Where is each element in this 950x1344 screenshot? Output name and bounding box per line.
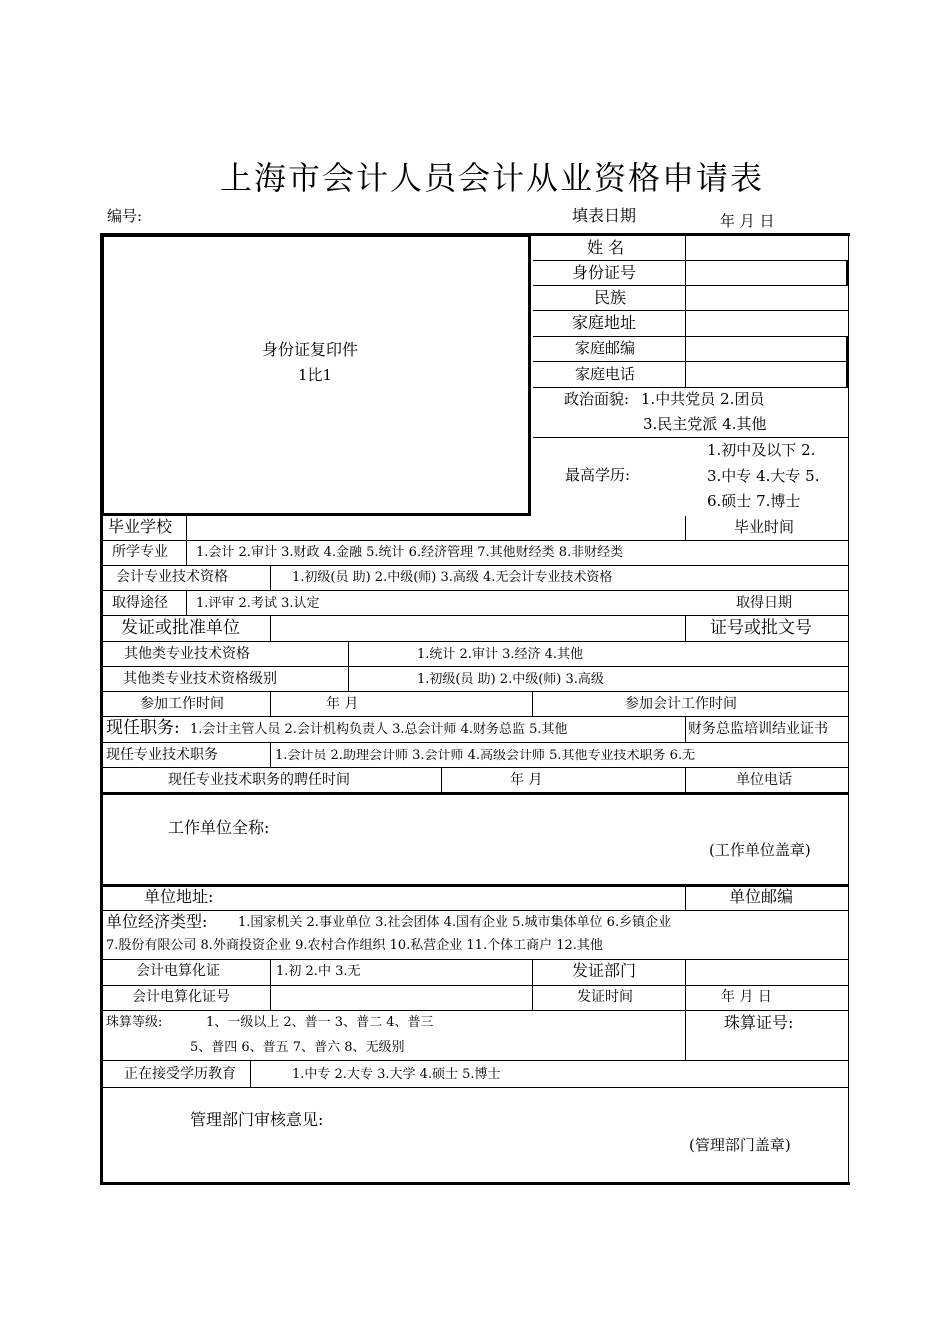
review-label: 管理部门审核意见: [190, 1110, 324, 1129]
acct-qual-options: 1.初级(员 助) 2.中级(师) 3.高级 4.无会计专业技术资格 [292, 570, 613, 585]
col-line [685, 959, 686, 1010]
row-line [103, 792, 849, 795]
col-line [186, 516, 187, 540]
divider [533, 260, 849, 261]
row-line [103, 742, 849, 743]
row-line [103, 641, 849, 642]
tech-post-label: 现任专业技术职务 [106, 747, 218, 763]
col-line [685, 1010, 686, 1060]
education-options-1: 1.初中及以下 2. [707, 441, 816, 459]
work-start-label: 参加工作时间 [140, 696, 224, 712]
divider [533, 336, 849, 337]
col-line [270, 615, 271, 641]
issuer-label: 发证或批准单位 [121, 618, 240, 638]
appoint-label: 现任专业技术职务的聘任时间 [168, 772, 350, 788]
cfo-cert-label: 财务总监培训结业证书 [688, 721, 828, 737]
divider [846, 336, 849, 387]
review-seal: (管理部门盖章) [689, 1136, 791, 1154]
row-line [103, 1060, 849, 1061]
education-label: 最高学历: [565, 466, 631, 484]
cert-no-label: 证号或批文号 [710, 618, 812, 638]
row-line [103, 716, 849, 717]
row-line [103, 666, 849, 667]
row-line [103, 540, 849, 541]
position-label: 现任职务: [106, 718, 180, 738]
econ-type-options-2: 7.股份有限公司 8.外商投资企业 9.农村合作组织 10.私营企业 11.个体工商户 12.其他 [106, 938, 603, 953]
other-qual-options: 1.统计 2.审计 3.经济 4.其他 [417, 647, 584, 662]
form-title: 上海市会计人员会计从业资格申请表 [220, 159, 765, 197]
abacus-options-1: 1、一级以上 2、普一 3、普二 4、普三 [206, 1015, 434, 1030]
econ-type-options-1: 1.国家机关 2.事业单位 3.社会团体 4.国有企业 5.城市集体单位 6.乡镇企业 [238, 915, 672, 930]
home-postcode-label: 家庭邮编 [575, 339, 636, 357]
work-start-value: 年 月 [326, 696, 359, 712]
col-line [685, 516, 686, 540]
fill-date-placeholder: 年 月 日 [720, 212, 775, 230]
school-label: 毕业学校 [108, 517, 173, 536]
political-options-1: 1.中共党员 2.团员 [641, 390, 765, 408]
political-options-2: 3.民主党派 4.其他 [643, 415, 767, 433]
divider [533, 437, 849, 438]
home-address-label: 家庭地址 [572, 313, 637, 332]
other-qual-label: 其他类专业技术资格 [124, 646, 250, 662]
row-line [103, 590, 849, 591]
col-line [270, 742, 271, 767]
photo-scale: 1比1 [298, 366, 333, 384]
row-line [103, 1010, 849, 1011]
photo-label: 身份证复印件 [262, 340, 359, 359]
row-line [103, 959, 849, 960]
issue-dept-label: 发证部门 [572, 961, 637, 980]
obtain-label: 取得途径 [112, 595, 168, 611]
row-line [103, 985, 849, 986]
employer-seal: (工作单位盖章) [709, 841, 811, 859]
row-line [103, 691, 849, 692]
divider [846, 260, 849, 285]
id-number-label: 身份证号 [572, 263, 637, 282]
unit-phone-label: 单位电话 [736, 772, 792, 788]
divider [533, 310, 849, 311]
home-phone-label: 家庭电话 [575, 365, 636, 383]
grad-time-label: 毕业时间 [734, 518, 795, 536]
abacus-options-2: 5、普四 6、普五 7、普六 8、无级别 [190, 1040, 405, 1055]
divider [533, 285, 849, 286]
row-line [103, 910, 849, 911]
acct-qual-label: 会计专业技术资格 [116, 569, 228, 585]
econ-type-label: 单位经济类型: [106, 912, 208, 931]
col-line [685, 767, 686, 792]
col-line [441, 767, 442, 792]
other-level-label: 其他类专业技术资格级别 [123, 671, 277, 687]
comp-cert-label: 会计电算化证 [136, 963, 220, 979]
abacus-cert-label: 珠算证号: [724, 1013, 794, 1032]
col-line [685, 716, 686, 742]
political-status: 政治面貌: [564, 390, 630, 408]
col-line [186, 540, 187, 565]
employer-label: 工作单位全称: [168, 818, 270, 837]
col-line [186, 590, 187, 615]
edu-now-label: 正在接受学历教育 [124, 1066, 236, 1082]
col-line [270, 565, 271, 590]
abacus-label: 珠算等级: [106, 1015, 163, 1030]
col-line [270, 959, 271, 1010]
acct-work-start-label: 参加会计工作时间 [625, 696, 737, 712]
fill-date-label: 填表日期 [572, 206, 637, 225]
position-options: 1.会计主管人员 2.会计机构负责人 3.总会计师 4.财务总监 5.其他 [190, 722, 568, 737]
divider [685, 236, 686, 388]
divider [533, 387, 849, 388]
issue-time-label: 发证时间 [577, 989, 633, 1005]
tech-post-options: 1.会计员 2.助理会计师 3.会计师 4.高级会计师 5.其他专业技术职务 6.无 [275, 749, 696, 762]
row-line [103, 615, 849, 616]
serial-label: 编号: [107, 207, 143, 225]
col-line [685, 886, 686, 910]
major-options: 1.会计 2.审计 3.财政 4.金融 5.统计 6.经济管理 7.其他财经类 8.非财经类 [196, 545, 624, 560]
row-line [103, 767, 849, 768]
obtain-date-label: 取得日期 [736, 595, 792, 611]
edu-now-options: 1.中专 2.大专 3.大学 4.硕士 5.博士 [292, 1067, 501, 1082]
row-line [103, 565, 849, 566]
col-line [532, 959, 533, 1010]
col-line [270, 691, 271, 716]
frame-bottom [100, 1182, 850, 1185]
comp-cert-no-label: 会计电算化证号 [132, 989, 230, 1005]
col-line [250, 1060, 251, 1087]
ethnicity-label: 民族 [594, 288, 627, 307]
unit-address-label: 单位地址: [144, 887, 214, 906]
comp-cert-options: 1.初 2.中 3.无 [276, 964, 361, 979]
name-label: 姓 名 [587, 238, 625, 257]
education-options-3: 6.硕士 7.博士 [707, 492, 801, 510]
col-line [685, 615, 686, 641]
row-line [103, 1087, 849, 1088]
issue-date-value: 年 月 日 [721, 989, 772, 1005]
major-label: 所学专业 [112, 544, 168, 560]
education-options-2: 3.中专 4.大专 5. [707, 467, 820, 485]
appoint-value: 年 月 [510, 772, 543, 788]
col-line [532, 691, 533, 716]
divider [533, 361, 849, 362]
obtain-options: 1.评审 2.考试 3.认定 [196, 596, 320, 611]
other-level-options: 1.初级(员 助) 2.中级(师) 3.高级 [417, 672, 604, 687]
col-line [348, 641, 349, 691]
unit-postcode-label: 单位邮编 [729, 887, 794, 906]
